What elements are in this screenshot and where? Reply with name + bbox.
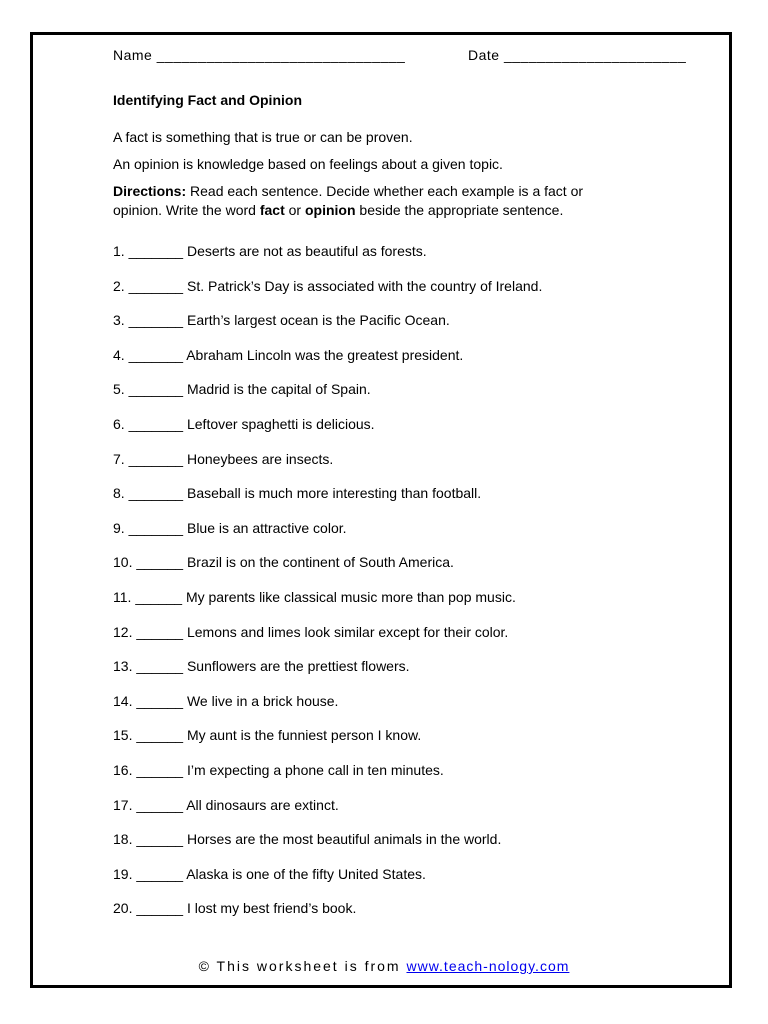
question-text: I lost my best friend’s book.: [186, 900, 357, 917]
answer-blank[interactable]: ______: [136, 796, 184, 813]
question-text: Brazil is on the continent of South America.: [186, 554, 454, 571]
question-item: [113, 589, 516, 605]
question-text: Alaska is one of the fifty United States.: [186, 865, 426, 882]
question-number: 13.: [113, 658, 133, 675]
answer-blank[interactable]: _______: [128, 277, 184, 294]
question-number: 14.: [113, 692, 133, 709]
question-number: 15.: [113, 727, 133, 744]
answer-blank[interactable]: _______: [128, 416, 184, 432]
question-text: All dinosaurs are extinct.: [186, 796, 339, 813]
question-number: 8.: [113, 485, 125, 502]
worksheet-title: Identifying Fact and Opinion: [113, 92, 302, 108]
question-number: 19.: [113, 865, 133, 882]
question-number: 5.: [113, 381, 125, 398]
answer-blank[interactable]: ______: [135, 589, 183, 605]
answer-blank[interactable]: ______: [136, 865, 184, 882]
name-field: [113, 47, 405, 63]
answer-blank[interactable]: ______: [136, 692, 184, 709]
answer-blank[interactable]: ______: [136, 554, 184, 571]
question-text: Deserts are not as beautiful as forests.: [186, 243, 427, 259]
directions-text-1: Read each sentence. Decide whether each example is a fact or opinion. Write the word: [113, 183, 584, 218]
question-text: My parents like classical music more than pop music.: [185, 589, 516, 605]
date-label: Date: [468, 47, 500, 63]
question-item: [113, 624, 508, 640]
question-number: 6.: [113, 416, 125, 432]
teach-nology-link[interactable]: www.teach-nology.com: [406, 958, 570, 974]
question-item: [113, 658, 410, 674]
opinion-definition: An opinion is knowledge based on feelings about a given topic.: [113, 156, 503, 172]
footer-prefix: © This worksheet is from: [198, 958, 407, 974]
question-item: [113, 347, 463, 363]
question-text: Honeybees are insects.: [186, 450, 334, 467]
answer-blank[interactable]: _______: [128, 519, 184, 536]
question-text: Blue is an attractive color.: [186, 519, 347, 536]
question-text: St. Patrick’s Day is associated with the country of Ireland.: [186, 277, 543, 294]
answer-blank[interactable]: ______: [136, 762, 184, 778]
question-number: 2.: [113, 277, 125, 294]
answer-blank[interactable]: _______: [128, 312, 184, 329]
question-number: 4.: [113, 346, 125, 363]
directions-text-2: beside the appropriate sentence.: [355, 202, 564, 218]
answer-blank[interactable]: ______: [136, 727, 184, 744]
question-text: Leftover spaghetti is delicious.: [186, 416, 375, 432]
question-item: [113, 831, 501, 847]
answer-blank[interactable]: _______: [128, 346, 184, 363]
word-fact: fact: [259, 202, 285, 218]
question-item: [113, 278, 542, 294]
word-opinion: opinion: [304, 202, 356, 218]
fact-definition: A fact is something that is true or can be proven.: [113, 129, 413, 145]
question-number: 9.: [113, 519, 125, 536]
answer-blank[interactable]: ______: [136, 623, 184, 640]
directions-label: Directions:: [113, 183, 187, 199]
question-text: Horses are the most beautiful animals in the world.: [186, 831, 502, 848]
answer-blank[interactable]: _______: [128, 381, 184, 398]
question-number: 16.: [113, 762, 133, 778]
question-number: 18.: [113, 831, 133, 848]
answer-blank[interactable]: _______: [128, 450, 184, 467]
question-number: 11.: [113, 589, 132, 605]
question-item: [113, 727, 421, 743]
question-text: Baseball is much more interesting than football.: [186, 485, 482, 502]
question-item: [113, 693, 338, 709]
question-item: [113, 554, 454, 570]
answer-blank[interactable]: ______: [136, 831, 184, 848]
question-number: 20.: [113, 900, 133, 917]
date-field: [468, 47, 686, 63]
question-item: [113, 312, 450, 328]
directions: [113, 182, 633, 220]
question-text: My aunt is the funniest person I know.: [186, 727, 422, 744]
question-number: 7.: [113, 450, 125, 467]
answer-blank[interactable]: ______: [136, 658, 184, 675]
question-item: [113, 900, 356, 916]
answer-blank[interactable]: _______: [128, 243, 184, 259]
question-item: [113, 797, 339, 813]
question-number: 12.: [113, 623, 133, 640]
name-label: Name: [113, 47, 153, 63]
question-text: Abraham Lincoln was the greatest president.: [186, 346, 464, 363]
directions-or: or: [284, 202, 305, 218]
question-number: 10.: [113, 554, 133, 571]
date-line: ______________________: [503, 47, 687, 63]
question-item: [113, 485, 481, 501]
question-item: [113, 381, 371, 397]
question-item: [113, 520, 347, 536]
question-number: 17.: [113, 796, 133, 813]
question-item: [113, 762, 444, 778]
question-text: Lemons and limes look similar except for their color.: [186, 623, 509, 640]
question-text: Earth’s largest ocean is the Pacific Ocean.: [186, 312, 450, 329]
question-number: 3.: [113, 312, 125, 329]
question-item: [113, 243, 427, 259]
question-text: I’m expecting a phone call in ten minutes.: [186, 762, 444, 778]
question-text: Sunflowers are the prettiest flowers.: [186, 658, 410, 675]
question-text: We live in a brick house.: [186, 692, 339, 709]
question-item: [113, 416, 375, 432]
question-text: Madrid is the capital of Spain.: [186, 381, 371, 398]
question-number: 1.: [113, 243, 125, 259]
answer-blank[interactable]: _______: [128, 485, 184, 502]
question-item: [113, 451, 333, 467]
footer: [0, 958, 768, 974]
answer-blank[interactable]: ______: [136, 900, 184, 917]
question-item: [113, 866, 426, 882]
name-line: ______________________________: [156, 47, 406, 63]
